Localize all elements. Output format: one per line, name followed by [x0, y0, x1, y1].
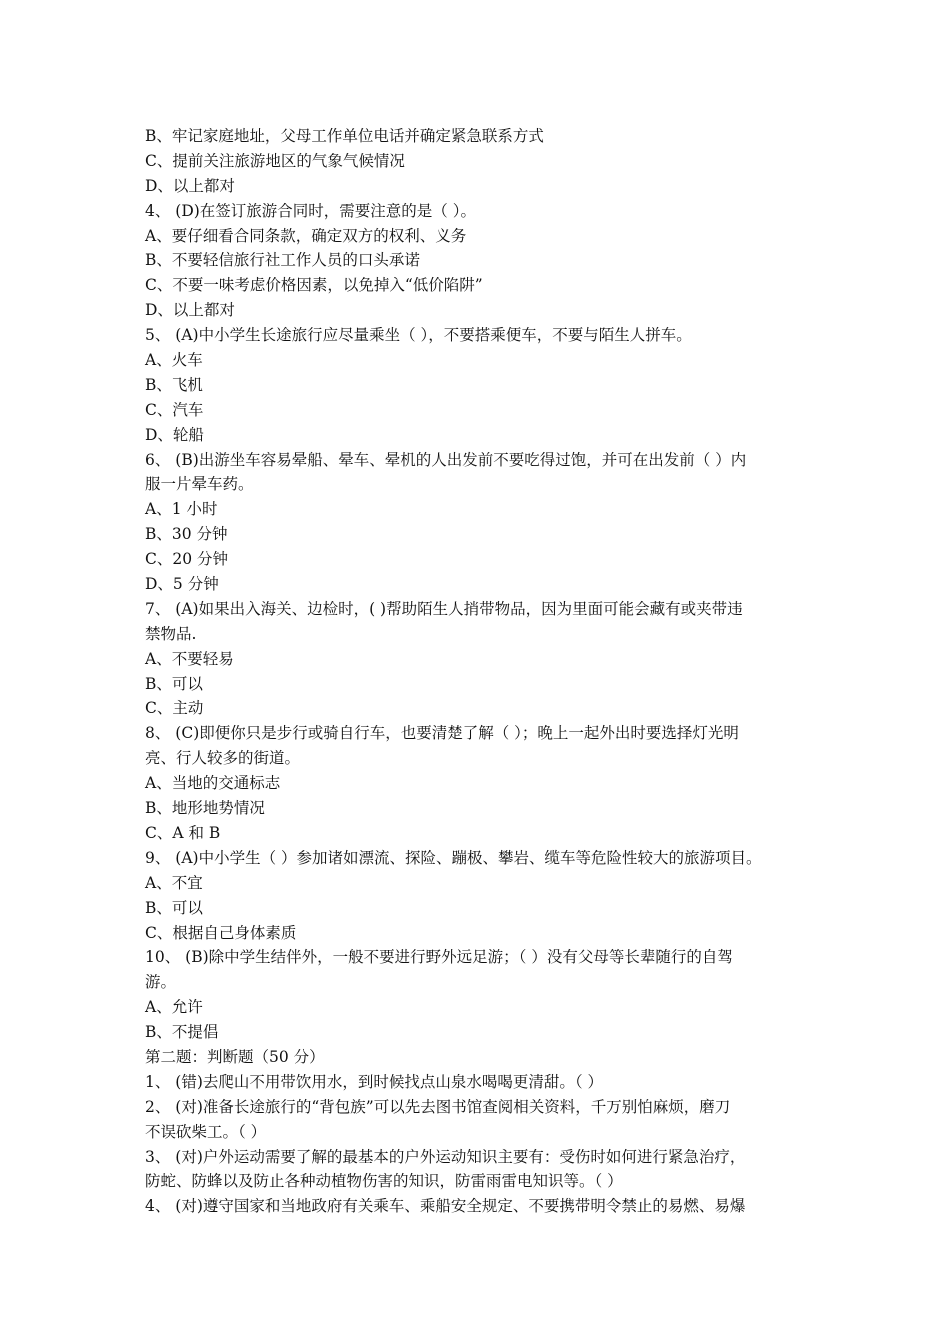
text-line: B、飞机 — [145, 375, 203, 394]
text-line: 防蛇、防蜂以及防止各种动植物伤害的知识，防雷雨雷电知识等。（ ） — [145, 1172, 623, 1191]
text-line: B、地形地势情况 — [145, 799, 265, 818]
question-line: 7、 (A)如果出入海关、边检时，( )帮助陌生人捎带物品，因为里面可能会藏有或夹带违 — [145, 599, 743, 618]
text-line: D、以上都对 — [145, 301, 235, 320]
text-line: D、5 分钟 — [145, 575, 219, 594]
text-line: 禁物品. — [145, 624, 197, 643]
question-line: 4、 (对)遵守国家和当地政府有关乘车、乘船安全规定、不要携带明令禁止的易燃、易爆 — [145, 1197, 746, 1216]
text-line: A、火车 — [145, 351, 203, 370]
text-line: 游。 — [145, 973, 177, 992]
text-line: A、允许 — [145, 998, 203, 1017]
text-line: A、不宜 — [145, 873, 203, 892]
text-line: D、以上都对 — [145, 176, 235, 195]
question-line: 5、 (A)中小学生长途旅行应尽量乘坐（ ），不要搭乘便车，不要与陌生人拼车。 — [145, 326, 692, 345]
section-heading: 第二题：判断题（50 分） — [145, 1047, 325, 1066]
question-line: 2、 (对)准备长途旅行的“背包族”可以先去图书馆查阅相关资料，千万别怕麻烦，磨刀 — [145, 1097, 731, 1116]
question-line: 3、 (对)户外运动需要了解的最基本的户外运动知识主要有：受伤时如何进行紧急治疗， — [145, 1147, 746, 1166]
text-line: B、不要轻信旅行社工作人员的口头承诺 — [145, 251, 420, 270]
text-line: A、1 小时 — [145, 500, 218, 519]
text-line: B、不提倡 — [145, 1023, 219, 1042]
question-line: 10、 (B)除中学生结伴外，一般不要进行野外远足游；（ ）没有父母等长辈随行的自驾 — [145, 948, 733, 967]
question-line: 6、 (B)出游坐车容易晕船、晕车、晕机的人出发前不要吃得过饱，并可在出发前（ ）内 — [145, 450, 747, 469]
text-line: C、不要一味考虑价格因素，以免掉入“低价陷阱” — [145, 276, 483, 295]
question-line: 4、 (D)在签订旅游合同时，需要注意的是（ ）。 — [145, 201, 476, 220]
text-line: B、牢记家庭地址，父母工作单位电话并确定紧急联系方式 — [145, 127, 544, 145]
text-line: A、不要轻易 — [145, 649, 234, 668]
text-line: C、提前关注旅游地区的气象气候情况 — [145, 151, 405, 170]
text-line: 服一片晕车药。 — [145, 475, 254, 494]
text-line: A、当地的交通标志 — [145, 774, 281, 793]
text-line: C、汽车 — [145, 400, 204, 419]
text-line: B、可以 — [145, 674, 203, 693]
text-line: 不误砍柴工。（ ） — [145, 1122, 267, 1141]
text-line: B、30 分钟 — [145, 525, 228, 544]
text-line: D、轮船 — [145, 425, 204, 444]
text-line: C、根据自己身体素质 — [145, 923, 297, 942]
document-page — [145, 124, 820, 1219]
question-line: 9、 (A)中小学生（ ）参加诸如漂流、探险、蹦极、攀岩、缆车等危险性较大的旅游项目。 — [145, 848, 762, 867]
question-line: 1、 (错)去爬山不用带饮用水，到时候找点山泉水喝喝更清甜。（ ） — [145, 1072, 604, 1091]
text-line: C、20 分钟 — [145, 550, 229, 569]
question-line: 8、 (C)即便你只是步行或骑自行车，也要清楚了解（ ）；晚上一起外出时要选择灯光明 — [145, 724, 739, 743]
text-line: 亮、行人较多的街道。 — [145, 749, 301, 768]
text-line: C、主动 — [145, 699, 204, 718]
text-line: A、要仔细看合同条款，确定双方的权利、义务 — [145, 226, 467, 245]
text-line: B、可以 — [145, 898, 203, 917]
text-line: C、A 和 B — [145, 823, 221, 842]
